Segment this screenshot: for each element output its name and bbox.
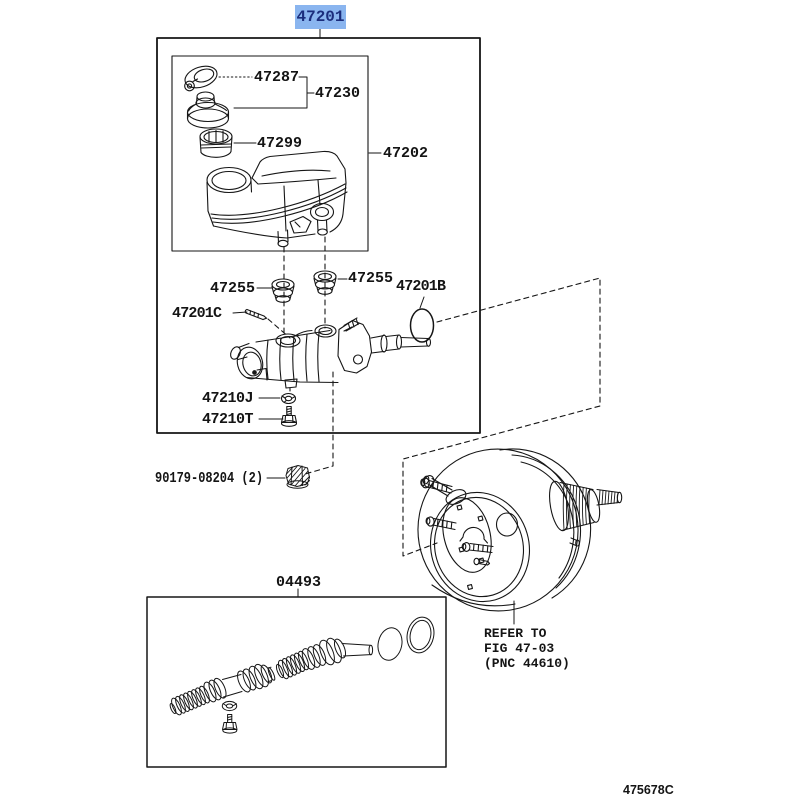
repair-kit-drawing xyxy=(169,615,437,733)
repair-kit-box xyxy=(147,597,446,767)
oring-47201b-drawing xyxy=(411,309,434,342)
part-label-04493[interactable]: 04493 xyxy=(276,574,322,591)
part-label-47201b[interactable]: 47201B xyxy=(396,278,446,295)
part-label-90179-08204[interactable]: 90179-08204 (2) xyxy=(155,470,264,487)
reservoir-float-drawing xyxy=(182,62,220,91)
part-label-47255-left[interactable]: 47255 xyxy=(210,280,256,297)
reservoir-cap-drawing xyxy=(188,92,229,128)
part-label-47287[interactable]: 47287 xyxy=(254,69,300,86)
refer-note-line3: (PNC 44610) xyxy=(484,656,570,671)
reservoir-strainer-drawing xyxy=(200,129,232,157)
leader-lines xyxy=(219,29,514,624)
grommet-left-drawing xyxy=(272,279,294,302)
part-label-47201-highlighted[interactable]: 47201 xyxy=(295,5,346,29)
part-label-47210t[interactable]: 47210T xyxy=(202,411,254,428)
nut-drawing xyxy=(286,466,310,489)
pin-drawing xyxy=(245,310,266,320)
master-cylinder-drawing xyxy=(229,318,431,391)
refer-note xyxy=(484,626,570,671)
brake-booster-drawing xyxy=(405,436,622,623)
refer-note-line1: REFER TO xyxy=(484,626,547,641)
part-label-47210j[interactable]: 47210J xyxy=(202,390,254,407)
figure-code: 475678C xyxy=(623,783,674,797)
part-label-47230[interactable]: 47230 xyxy=(315,85,361,102)
part-label-47201c[interactable]: 47201C xyxy=(172,305,222,322)
part-label-47202[interactable]: 47202 xyxy=(383,145,429,162)
part-label-47255-right[interactable]: 47255 xyxy=(348,270,394,287)
reservoir-tank-drawing xyxy=(207,151,347,246)
refer-note-line2: FIG 47-03 xyxy=(484,641,555,656)
bolt-47210t-drawing xyxy=(282,407,297,427)
part-label-47299[interactable]: 47299 xyxy=(257,135,303,152)
clip-47210j-drawing xyxy=(282,394,296,404)
